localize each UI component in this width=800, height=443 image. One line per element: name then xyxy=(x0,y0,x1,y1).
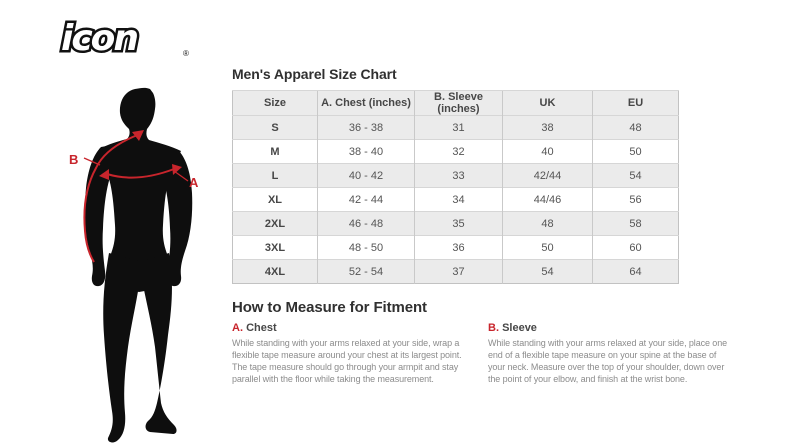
table-row xyxy=(233,140,679,164)
chest-letter: A. xyxy=(232,322,243,334)
table-row xyxy=(233,188,679,212)
table-cell: 64 xyxy=(593,260,679,284)
table-cell: 56 xyxy=(593,188,679,212)
registered-trademark-icon: ® xyxy=(183,49,189,58)
sleeve-letter: B. xyxy=(488,322,499,334)
table-cell: 4XL xyxy=(233,260,318,284)
table-cell: XL xyxy=(233,188,318,212)
sleeve-instructions: While standing with your arms relaxed at your side, place one end of a flexible tape measure on your spine at the base of your neck. Measure over the top of your shoulder, down over the point of your elbow, and finish at the wrist bone. xyxy=(488,338,728,384)
measure-section-title: How to Measure for Fitment xyxy=(232,299,427,316)
measure-columns xyxy=(232,322,734,385)
chest-name: Chest xyxy=(246,322,277,334)
table-cell: 38 - 40 xyxy=(318,140,415,164)
table-cell: 48 xyxy=(593,116,679,140)
column-header-sleeve: B. Sleeve (inches) xyxy=(415,91,503,116)
table-cell: 35 xyxy=(415,212,503,236)
table-row xyxy=(233,164,679,188)
column-header-size: Size xyxy=(233,91,318,116)
measure-section-sleeve xyxy=(488,322,734,385)
table-row xyxy=(233,116,679,140)
table-cell: 33 xyxy=(415,164,503,188)
mens-silhouette-figure xyxy=(55,85,230,443)
table-cell: L xyxy=(233,164,318,188)
table-cell: 42 - 44 xyxy=(318,188,415,212)
table-row xyxy=(233,212,679,236)
table-header-row xyxy=(233,91,679,116)
table-row xyxy=(233,260,679,284)
table-cell: 52 - 54 xyxy=(318,260,415,284)
sleeve-name: Sleeve xyxy=(502,322,537,334)
table-row xyxy=(233,236,679,260)
icon-logo[interactable] xyxy=(55,12,203,65)
sleeve-section-heading xyxy=(488,322,734,334)
column-header-eu: EU xyxy=(593,91,679,116)
sleeve-label-b: B xyxy=(69,152,79,167)
column-header-uk: UK xyxy=(503,91,593,116)
table-cell: 54 xyxy=(503,260,593,284)
table-cell: 46 - 48 xyxy=(318,212,415,236)
table-cell: 2XL xyxy=(233,212,318,236)
table-cell: 50 xyxy=(503,236,593,260)
table-cell: 48 xyxy=(503,212,593,236)
table-cell: 36 xyxy=(415,236,503,260)
table-cell: 32 xyxy=(415,140,503,164)
table-cell: S xyxy=(233,116,318,140)
silhouette-graphic xyxy=(55,85,230,443)
table-cell: 54 xyxy=(593,164,679,188)
chest-instructions: While standing with your arms relaxed at your side, wrap a flexible tape measure around your chest at its largest point. The tape measure should go through your armpit and stay parallel with the floor while taking the measurement. xyxy=(232,338,462,384)
table-cell: 38 xyxy=(503,116,593,140)
table-cell: 50 xyxy=(593,140,679,164)
table-cell: 48 - 50 xyxy=(318,236,415,260)
body-silhouette xyxy=(85,88,192,443)
chest-label-a: A xyxy=(189,175,199,190)
icon-logo-text: icon xyxy=(61,18,138,59)
table-cell: 37 xyxy=(415,260,503,284)
table-cell: M xyxy=(233,140,318,164)
table-cell: 44/46 xyxy=(503,188,593,212)
table-cell: 42/44 xyxy=(503,164,593,188)
size-chart-table xyxy=(232,90,679,284)
measure-section-chest xyxy=(232,322,478,385)
table-cell: 40 xyxy=(503,140,593,164)
size-chart-title: Men's Apparel Size Chart xyxy=(232,66,397,82)
column-header-chest: A. Chest (inches) xyxy=(318,91,415,116)
table-cell: 31 xyxy=(415,116,503,140)
table-cell: 3XL xyxy=(233,236,318,260)
icon-logo-graphic xyxy=(55,12,203,60)
table-cell: 60 xyxy=(593,236,679,260)
table-cell: 34 xyxy=(415,188,503,212)
chest-section-heading xyxy=(232,322,478,334)
table-cell: 40 - 42 xyxy=(318,164,415,188)
table-cell: 58 xyxy=(593,212,679,236)
table-cell: 36 - 38 xyxy=(318,116,415,140)
